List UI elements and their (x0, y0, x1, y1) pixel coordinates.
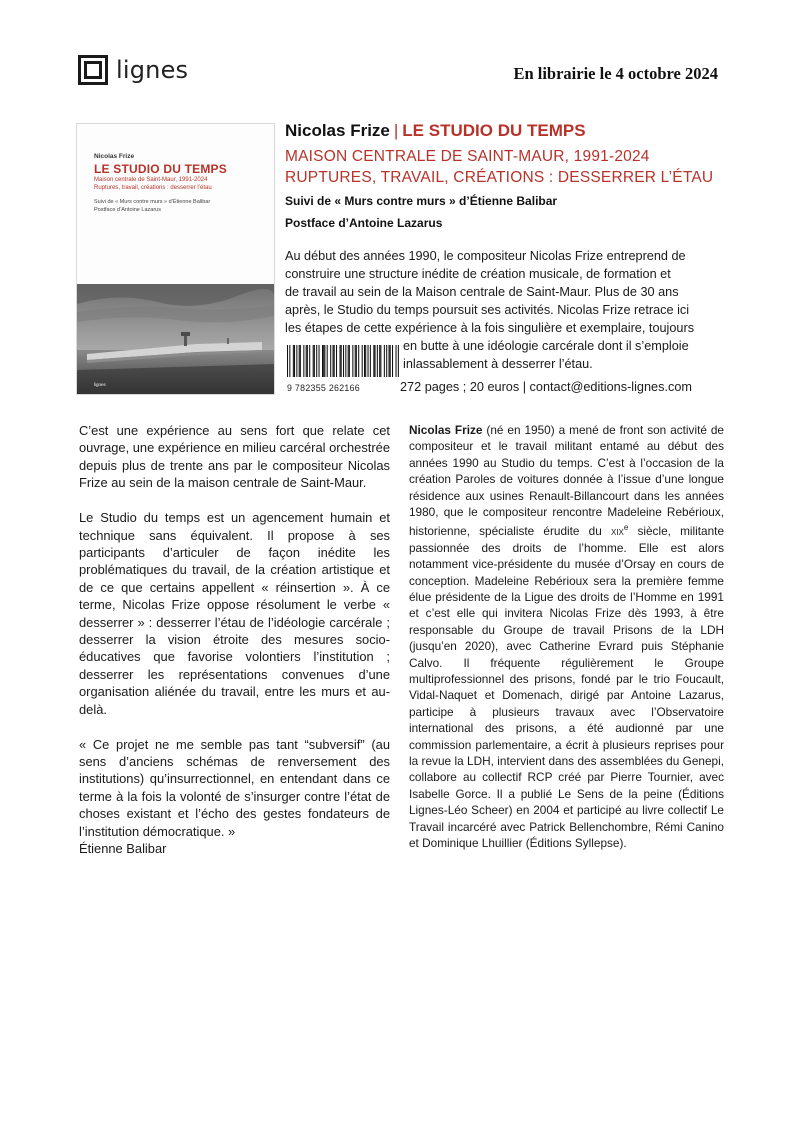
quote-paragraph: « Ce projet ne me semble pas tant “subversif” (au sens d’anciens schémas de renversement des institutions) qu’insurrectionnel, en entendant dans ce terme à la fois la volonté de s’insurger contre l’état de choses existant et l’écho des gestes fondateurs de l’institution démocratique. » (79, 736, 390, 839)
bio-text-b: siècle, militante passionnée des droits de l’homme. Elle est alors notamment vice-présidente du musée d’Orsay en cours de conception. Madeleine Rebérioux sera la première femme élue présidente de la Ligue des droits de l’Homme en 1991 et c’est elle qui invitera Nicolas Frize dès 1993, à être responsable du Groupe de travail Prisons de la LDH (jusqu’en 2020), avec Catherine Evrard puis Stéphanie Calvo. Il fréquente régulièrement le Groupe multiprofessionnel des prisons, fondé par le trio Foucault, Vidal-Naquet et Domenach, dirigé par Antoine Lazarus, participe à plusieurs travaux avec l’Observatoire international des prisons, a été audionné par une commission parlementaire, a écrit à plusieurs reprises pour la revue la LDH, intervient dans des assemblées du Genepi, collabore au collectif RCP créé par Pierre Tournier, avec Isabelle Gorce. Il a publié Le Sens de la peine (Éditions Lignes-Léo Scheer) en 2004 et participé au livre collectif Le Travail incarcéré avec Patrick Bellenchombre, Rémi Canino et Dominique Lhuillier (Éditions Syllepse). (409, 524, 724, 851)
release-date: En librairie le 4 octobre 2024 (513, 64, 718, 83)
summary-line: Au début des années 1990, le compositeur Nicolas Frize entreprend de (285, 249, 686, 263)
book-follow: Suivi de « Murs contre murs » d’Étienne Balibar (285, 194, 558, 208)
book-subtitle-1: MAISON CENTRALE DE SAINT-MAUR, 1991-2024 (285, 148, 650, 165)
left-column (79, 422, 390, 857)
price-contact: 272 pages ; 20 euros | contact@editions-lignes.com (400, 380, 692, 394)
cover-title: LE STUDIO DU TEMPS (94, 162, 227, 176)
cover-author: Nicolas Frize (94, 153, 135, 160)
bio-century: xix (610, 524, 624, 539)
biography (409, 422, 724, 851)
book-headline (285, 121, 586, 141)
cover-subtitle-1: Maison centrale de Saint-Maur, 1991-2024 (94, 177, 208, 183)
summary-line: inlassablement à desserrer l’étau. (403, 357, 593, 371)
bio-century-sup: e (623, 523, 629, 533)
summary-line: après, le Studio du temps poursuit ses activités. Nicolas Frize retrace ici (285, 303, 690, 317)
book-subtitle-2: RUPTURES, TRAVAIL, CRÉATIONS : DESSERRER L’ÉTAU (285, 169, 714, 186)
bio-text-a: (né en 1950) a mené de front son activité de compositeur et le travail militant entamé au début des années 1990 au Studio du temps. C’est à l’occasion de la création Paroles de voitures donnée à l’issue d’une longue résidence aux usines Renault-Billancourt dans les années 1980, que le compositeur rencontre Madeleine Rebérioux, historienne, spécialiste érudite du (409, 423, 724, 539)
right-column (409, 422, 724, 851)
headline-title: LE STUDIO DU TEMPS (402, 121, 586, 140)
cover-note-2: Postface d’Antoine Lazarus (94, 207, 161, 213)
headline-separator: | (393, 121, 399, 140)
headline-author: Nicolas Frize (285, 121, 390, 140)
book-postface: Postface d’Antoine Lazarus (285, 216, 443, 230)
summary-line: en butte à une idéologie carcérale dont il s’emploie (403, 339, 689, 353)
book-cover (77, 124, 274, 394)
bio-name: Nicolas Frize (409, 423, 483, 437)
cover-note-1: Suivi de « Murs contre murs » d’Étienne Balibar (94, 199, 211, 205)
logo-text: lignes (116, 56, 189, 84)
cover-photo (77, 284, 274, 394)
summary-line: de travail au sein de la Maison centrale de Saint-Maur. Plus de 30 ans (285, 285, 679, 299)
publisher-logo (78, 55, 188, 85)
summary-line: construire une structure inédite de création musicale, de formation et (285, 267, 671, 281)
left-paragraph-1: C’est une expérience au sens fort que relate cet ouvrage, une expérience en milieu carcéral orchestrée depuis plus de trente ans par le compositeur Nicolas Frize au sein de la maison centrale de Saint-Maur. (79, 423, 390, 491)
quote-signature: Étienne Balibar (79, 840, 167, 856)
isbn: 9 782355 262166 (287, 383, 360, 393)
cover-publisher: lignes (94, 382, 106, 387)
cover-subtitle-2: Ruptures, travail, créations : desserrer l’étau (94, 185, 212, 191)
left-paragraph-2: Le Studio du temps est un agencement humain et technique sans équivalent. Il propose à ses participants d’articuler de façon inédite les problématiques du travail, de la création artistique et de ce que certains appellent « réinsertion ». À ce terme, Nicolas Frize oppose résolument le verbe « desserrer » : desserrer l’étau de l’idéologie carcérale ; desserrer la vision étroite des mesures socio-éducatives que favorise volontiers l’institution ; desserrer les représentations convenues d’une organisation aliénée du travail, entre les murs et au-delà. (79, 510, 390, 717)
summary-line: les étapes de cette expérience à la fois singulière et exemplaire, toujours (285, 321, 695, 335)
barcode (287, 345, 399, 377)
logo-mark-icon (78, 55, 108, 85)
